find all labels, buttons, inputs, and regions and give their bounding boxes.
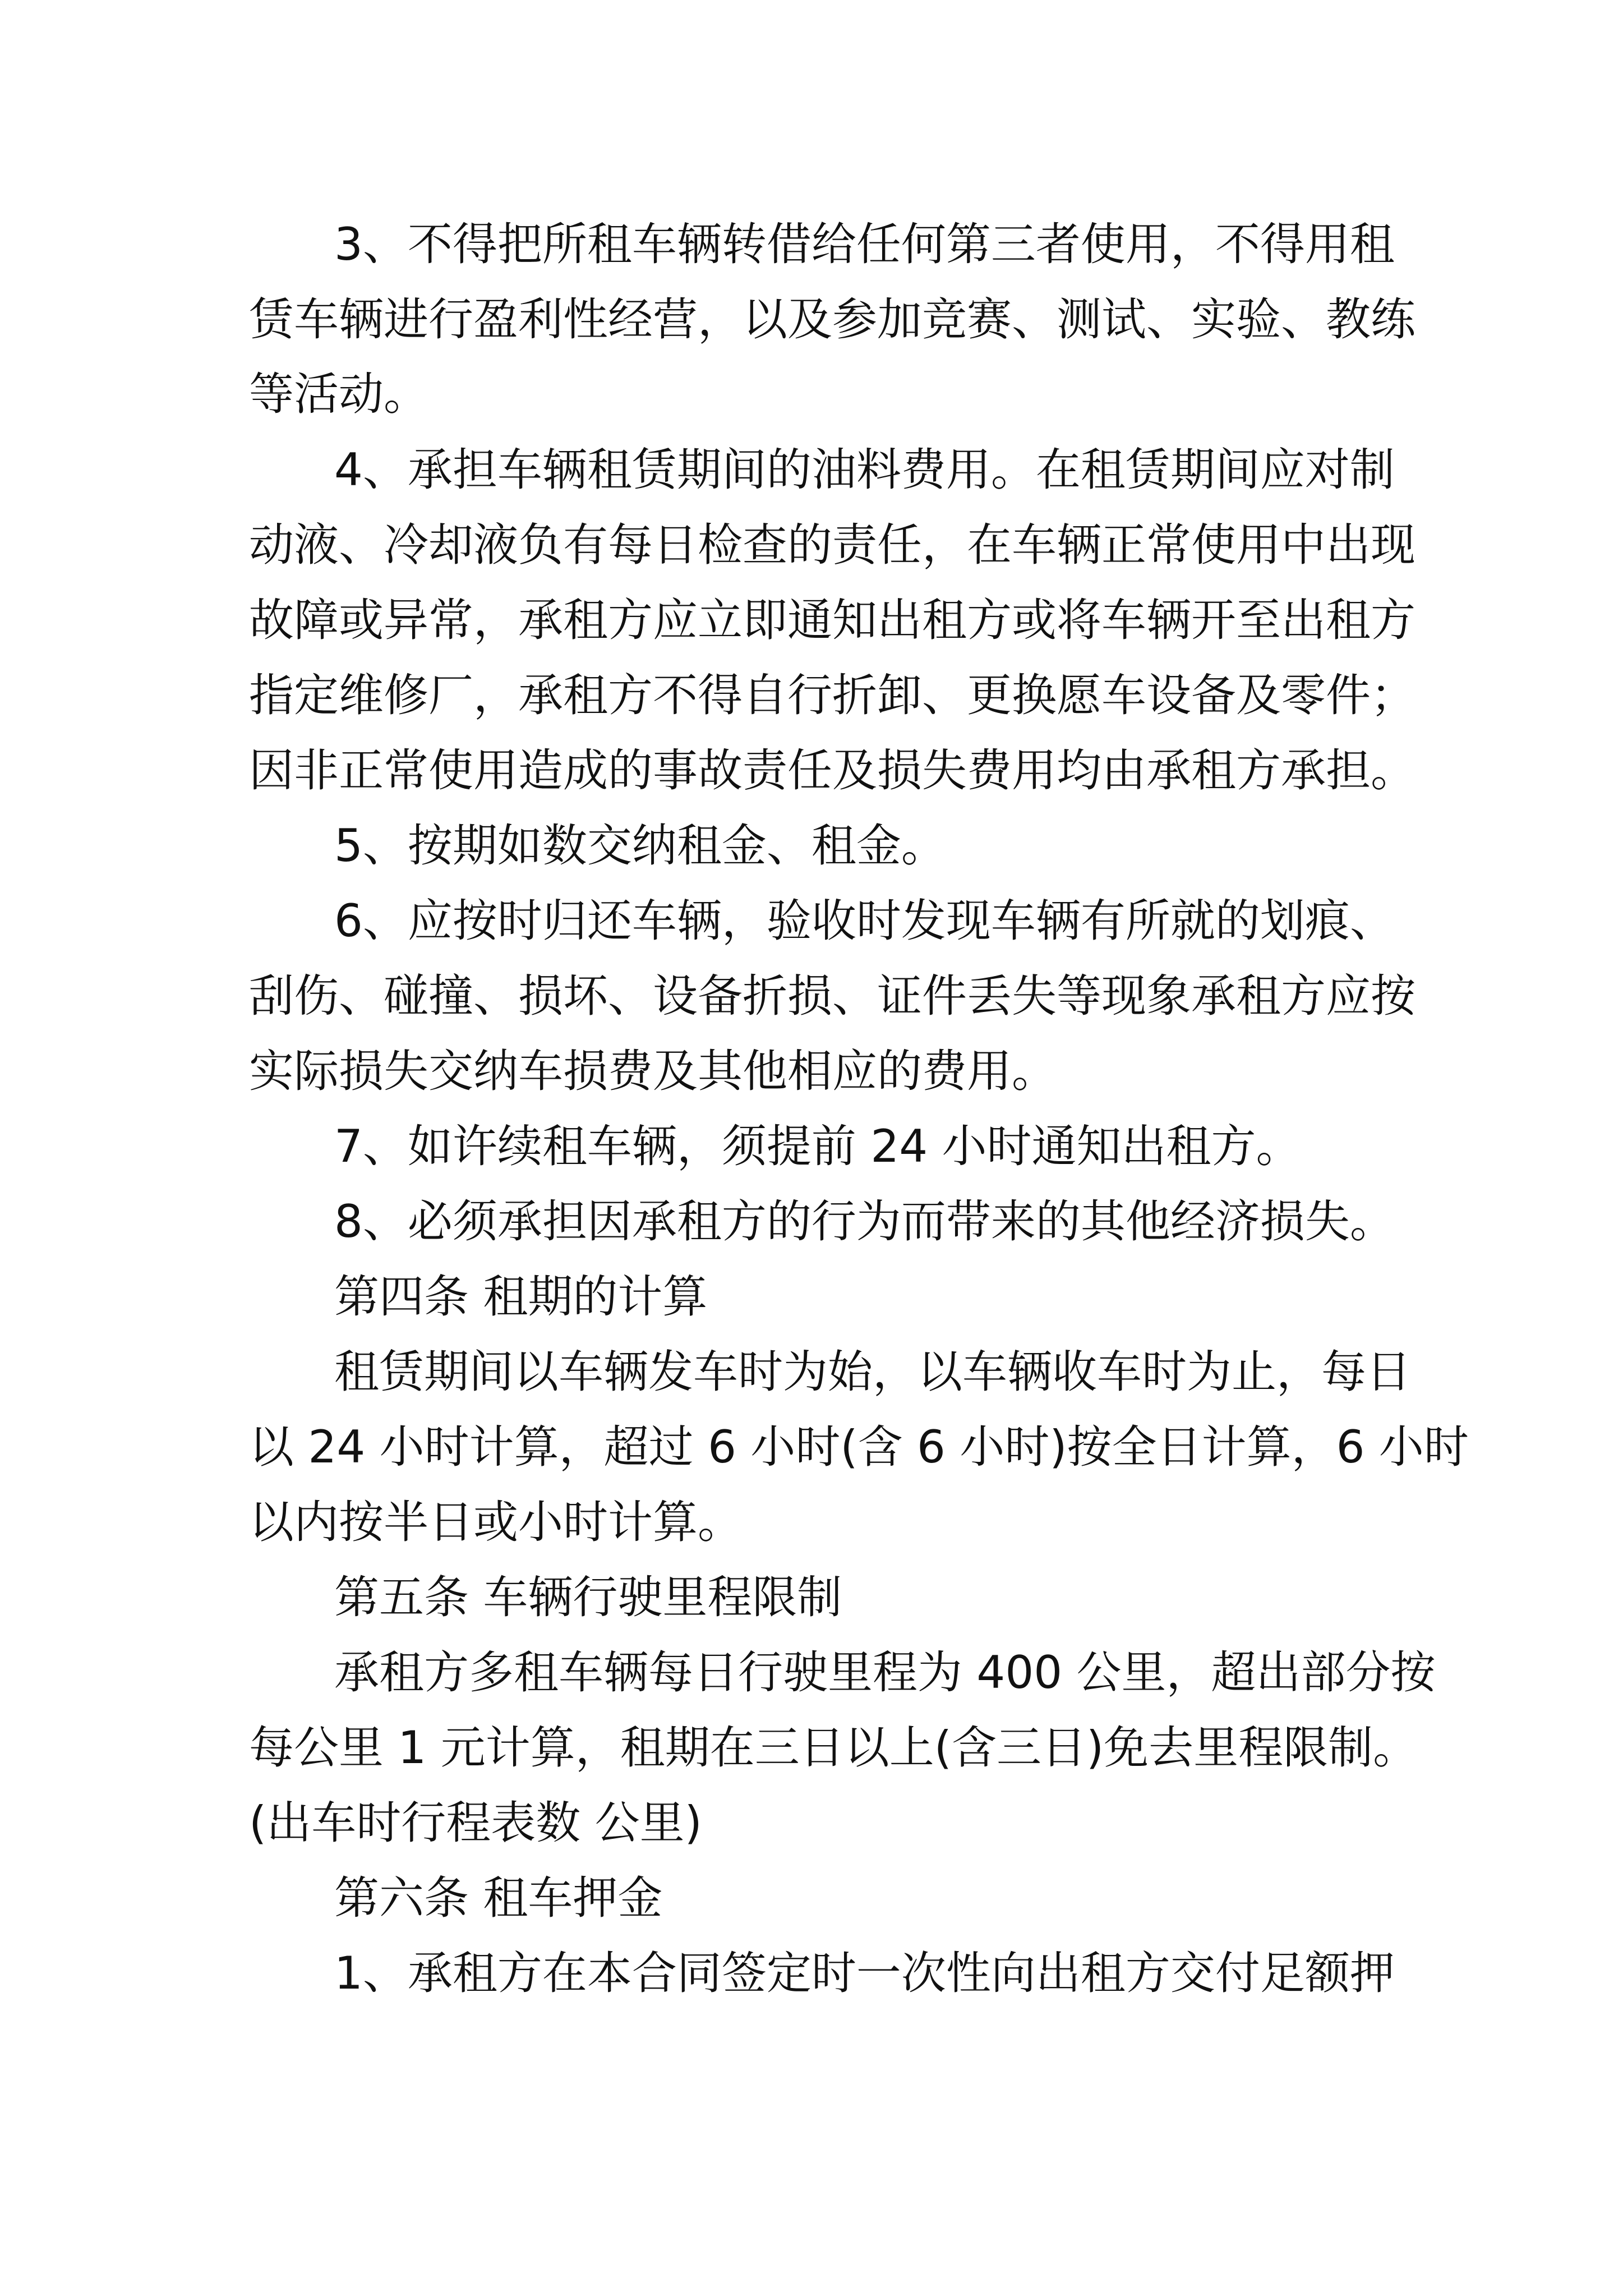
section-heading: 第五条 车辆行驶里程限制 bbox=[334, 1571, 842, 1623]
body-text-line: 8、必须承担因承租方的行为而带来的其他经济损失。 bbox=[334, 1195, 1395, 1248]
body-text-line: 4、承担车辆租赁期间的油料费用。在租赁期间应对制 bbox=[334, 444, 1395, 496]
body-text-line: 每公里 1 元计算，租期在三日以上(含三日)免去里程限制。 bbox=[249, 1722, 1418, 1774]
body-text-line: 动液、冷却液负有每日检查的责任，在车辆正常使用中出现 bbox=[249, 519, 1415, 571]
body-text-line: 6、应按时归还车辆，验收时发现车辆有所就的划痕、 bbox=[334, 895, 1395, 947]
body-text-line: 承租方多租车辆每日行驶里程为 400 公里，超出部分按 bbox=[334, 1646, 1436, 1699]
body-text-line: 以 24 小时计算，超过 6 小时(含 6 小时)按全日计算，6 小时 bbox=[249, 1421, 1469, 1473]
body-text-line: 故障或异常，承租方应立即通知出租方或将车辆开至出租方 bbox=[249, 594, 1415, 646]
body-text-line: 以内按半日或小时计算。 bbox=[249, 1496, 743, 1548]
body-text-line: 3、不得把所租车辆转借给任何第三者使用，不得用租 bbox=[334, 218, 1395, 270]
body-text-line: 实际损失交纳车损费及其他相应的费用。 bbox=[249, 1045, 1057, 1097]
section-heading: 第四条 租期的计算 bbox=[334, 1271, 708, 1323]
body-text-line: 赁车辆进行盈利性经营，以及参加竞赛、测试、实验、教练 bbox=[249, 293, 1415, 346]
body-text-line: 等活动。 bbox=[249, 368, 428, 420]
section-heading: 第六条 租车押金 bbox=[334, 1872, 663, 1924]
body-text-line: 刮伤、碰撞、损坏、设备折损、证件丢失等现象承租方应按 bbox=[249, 970, 1415, 1022]
body-text-line: 因非正常使用造成的事故责任及损失费用均由承租方承担。 bbox=[249, 744, 1415, 797]
body-text-line: (出车时行程表数 公里) bbox=[249, 1797, 702, 1849]
body-text-line: 指定维修厂，承租方不得自行折卸、更换愿车设备及零件； bbox=[249, 669, 1415, 721]
body-text-line: 5、按期如数交纳租金、租金。 bbox=[334, 820, 946, 872]
body-text-line: 7、如许续租车辆，须提前 24 小时通知出租方。 bbox=[334, 1120, 1301, 1172]
body-text-line: 1、承租方在本合同签定时一次性向出租方交付足额押 bbox=[334, 1947, 1395, 1999]
body-text-line: 租赁期间以车辆发车时为始，以车辆收车时为止，每日 bbox=[334, 1346, 1411, 1398]
